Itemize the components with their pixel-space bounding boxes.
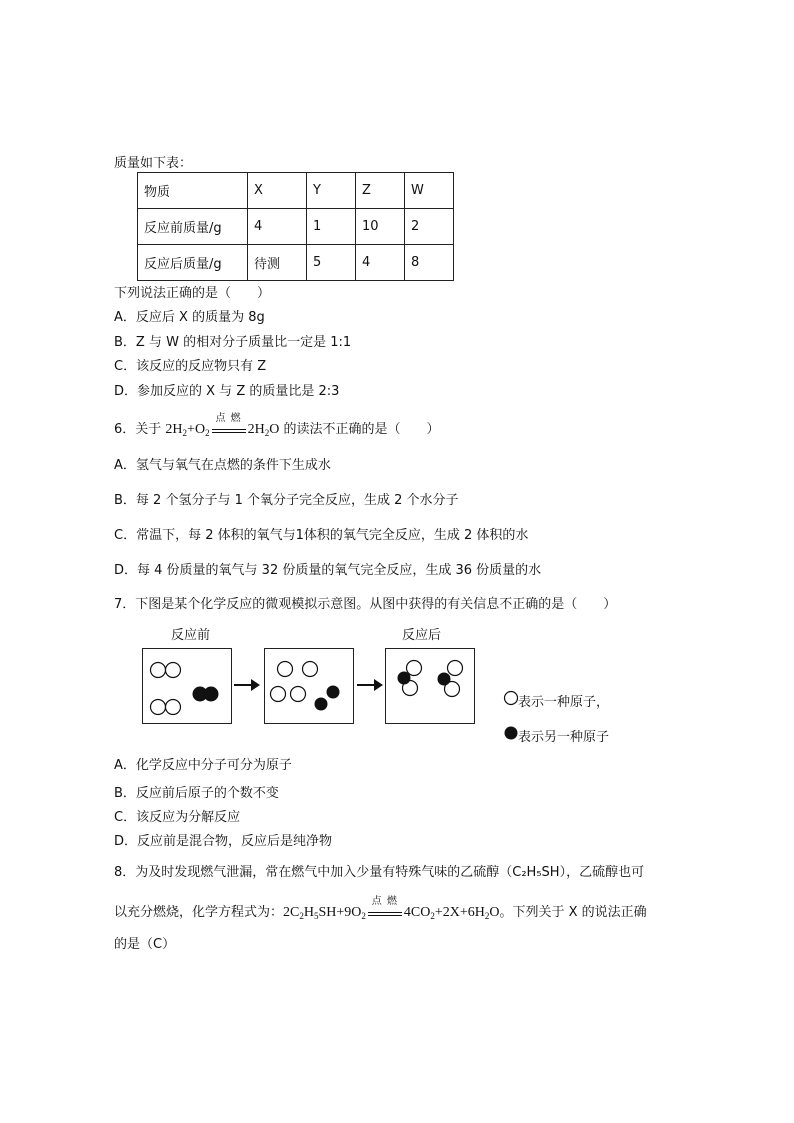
intro-text: 质量如下表：: [114, 156, 193, 171]
molecule-diagram: [143, 649, 231, 723]
table-cell: 10: [356, 209, 405, 245]
q7-option-c: C．该反应为分解反应: [114, 810, 241, 825]
q5-option-d: D．参加反应的 X 与 Z 的质量比是 2:3: [114, 384, 340, 399]
intermediate-box: [264, 648, 354, 724]
q5-option-c: C．该反应的反应物只有 Z: [114, 359, 267, 374]
q7-option-b: B．反应前后原子的个数不变: [114, 786, 279, 801]
table-cell: 1: [307, 209, 356, 245]
q6-stem: [114, 413, 440, 439]
q8-line-1: 8．为及时发现燃气泄漏，常在燃气中加入少量有特殊气味的乙硫醇（C₂H₅SH），乙硫醇也可: [114, 865, 645, 880]
q8-line-2-suffix: 。下列关于 X 的说法正确: [499, 905, 647, 920]
table-cell: 待测: [248, 245, 307, 281]
black-atom-icon: [503, 725, 519, 741]
q6-prefix: 6．关于: [114, 422, 162, 437]
mass-table: [137, 172, 454, 281]
q6-option-c: C．常温下，每 2 体积的氧气与1体积的氧气完全反应，生成 2 体积的水: [114, 528, 529, 543]
before-box: [142, 648, 232, 724]
legend-black-text: 表示另一种原子: [518, 730, 610, 745]
after-label: 反应后: [402, 628, 442, 643]
q6-option-b: B．每 2 个氢分子与 1 个氧分子完全反应，生成 2 个水分子: [114, 493, 459, 508]
condition-label: 点 燃: [371, 896, 398, 907]
equation-products: $4CO_2+2X+6H_2O$: [403, 905, 500, 921]
condition-label: 点 燃: [215, 413, 242, 424]
atom-diagram: [265, 649, 353, 723]
before-label: 反应前: [171, 628, 211, 643]
table-cell: 4: [248, 209, 307, 245]
table-cell: 2: [405, 209, 454, 245]
reaction-condition: [212, 413, 246, 439]
q8-line-2: [114, 896, 647, 922]
molecule-diagram: [386, 649, 474, 723]
table-cell: Z: [356, 173, 405, 209]
white-atom-icon: [503, 690, 519, 706]
q5-option-b: B．Z 与 W 的相对分子质量比一定是 1:1: [114, 335, 352, 350]
q8-line-3: 的是（C）: [114, 937, 176, 952]
q8-line-2-prefix: 以充分燃烧，化学方程式为：: [114, 905, 284, 920]
table-row: [138, 173, 454, 209]
arrow-icon: [234, 684, 252, 686]
table-cell: X: [248, 173, 307, 209]
arrow-icon: [357, 684, 375, 686]
table-cell: 5: [307, 245, 356, 281]
q7-stem: 7．下图是某个化学反应的微观模拟示意图。从图中获得的有关信息不正确的是（ ）: [114, 597, 617, 612]
table-cell: 反应前质量/g: [138, 209, 248, 245]
q7-option-d: D．反应前是混合物，反应后是纯净物: [114, 834, 333, 849]
after-box: [385, 648, 475, 724]
table-cell: W: [405, 173, 454, 209]
equation-products: $2H_2O$: [247, 422, 280, 438]
equation-reactants: $2C_2H_5SH+9O_2$: [283, 905, 366, 921]
q7-option-a: A．化学反应中分子可分为原子: [114, 758, 292, 773]
q5-option-a: A．反应后 X 的质量为 8g: [114, 310, 265, 325]
table-cell: 8: [405, 245, 454, 281]
q5-stem: 下列说法正确的是（ ）: [114, 286, 271, 301]
reaction-condition: [368, 896, 402, 922]
table-cell: 4: [356, 245, 405, 281]
table-row: [138, 245, 454, 281]
equation-reactants: $2H_2+O_2$: [165, 422, 210, 438]
legend-white-text: 表示一种原子，: [518, 695, 610, 710]
q6-suffix: 的读法不正确的是（ ）: [283, 422, 440, 437]
q6-option-a: A．氢气与氧气在点燃的条件下生成水: [114, 458, 331, 473]
q6-option-d: D．每 4 份质量的氧气与 32 份质量的氧气完全反应，生成 36 份质量的水: [114, 563, 542, 578]
table-cell: Y: [307, 173, 356, 209]
table-cell: 物质: [138, 173, 248, 209]
table-row: [138, 209, 454, 245]
table-cell: 反应后质量/g: [138, 245, 248, 281]
